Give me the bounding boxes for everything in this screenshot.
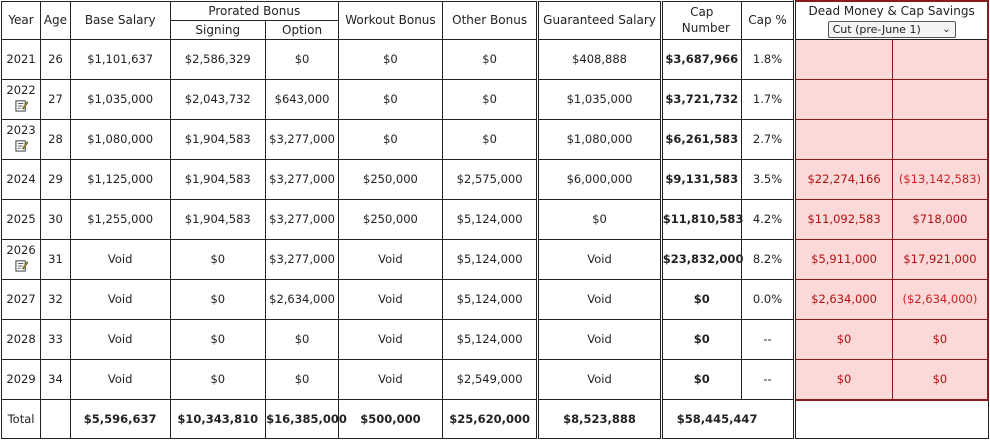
header-prorated-bonus: Prorated Bonus (170, 1, 339, 20)
cap-number-cell: $0 (661, 319, 741, 359)
signing-cell: $0 (170, 239, 266, 279)
workout-bonus-cell: $0 (339, 39, 443, 79)
signing-cell: $1,904,583 (170, 159, 266, 199)
cap-savings-cell: ($13,142,583) (892, 159, 988, 199)
header-other-bonus: Other Bonus (442, 1, 538, 39)
other-bonus-cell: $2,575,000 (442, 159, 538, 199)
table-row (2, 79, 989, 119)
cap-number-cell: $0 (661, 359, 741, 400)
age-cell: 29 (41, 159, 71, 199)
base-salary-cell: $1,255,000 (70, 199, 170, 239)
cap-savings-cell: $718,000 (892, 199, 988, 239)
header-signing: Signing (170, 20, 266, 39)
dead-money-cell (795, 79, 893, 119)
year-cell: 2021 (2, 39, 41, 79)
option-cell: $2,634,000 (266, 279, 339, 319)
signing-cell: $1,904,583 (170, 119, 266, 159)
table-row (2, 319, 989, 359)
signing-cell: $0 (170, 279, 266, 319)
chevron-down-icon: ⌄ (942, 23, 951, 35)
guaranteed-salary-cell: Void (538, 319, 661, 359)
option-cell: $643,000 (266, 79, 339, 119)
note-icon[interactable] (15, 257, 28, 275)
workout-bonus-cell: $0 (339, 79, 443, 119)
base-salary-cell: $1,101,637 (70, 39, 170, 79)
workout-bonus-cell: Void (339, 319, 443, 359)
option-cell: $0 (266, 319, 339, 359)
cap-pct-cell: 4.2% (741, 199, 794, 239)
other-bonus-cell: $0 (442, 79, 538, 119)
cap-number-cell: $3,687,966 (661, 39, 741, 79)
workout-bonus-cell: $250,000 (339, 159, 443, 199)
total-workout-bonus: $500,000 (339, 400, 443, 439)
table-row (2, 199, 989, 239)
age-cell: 31 (41, 239, 71, 279)
option-cell: $3,277,000 (266, 239, 339, 279)
dead-money-cell (795, 119, 893, 159)
cap-savings-cell: ($2,634,000) (892, 279, 988, 319)
age-cell: 28 (41, 119, 71, 159)
cap-number-cell: $9,131,583 (661, 159, 741, 199)
dead-select-cell (795, 20, 988, 39)
header-year: Year (2, 1, 41, 39)
option-cell: $3,277,000 (266, 119, 339, 159)
dead-money-cell: $0 (795, 359, 893, 400)
other-bonus-cell: $5,124,000 (442, 239, 538, 279)
signing-cell: $0 (170, 359, 266, 400)
year-cell: 2024 (2, 159, 41, 199)
signing-cell: $2,586,329 (170, 39, 266, 79)
dead-money-cell: $11,092,583 (795, 199, 893, 239)
dead-money-scenario-select[interactable] (828, 21, 956, 38)
cap-number-cell: $6,261,583 (661, 119, 741, 159)
table-row (2, 359, 989, 400)
year-cell: 2028 (2, 319, 41, 359)
other-bonus-cell: $5,124,000 (442, 279, 538, 319)
age-cell: 27 (41, 79, 71, 119)
header-workout-bonus: Workout Bonus (339, 1, 443, 39)
guaranteed-salary-cell: $408,888 (538, 39, 661, 79)
header-base-salary: Base Salary (70, 1, 170, 39)
dead-money-cell: $0 (795, 319, 893, 359)
table-row (2, 39, 989, 79)
year-cell: 2027 (2, 279, 41, 319)
base-salary-cell: $1,080,000 (70, 119, 170, 159)
option-cell: $3,277,000 (266, 199, 339, 239)
cap-pct-cell: 1.8% (741, 39, 794, 79)
other-bonus-cell: $5,124,000 (442, 319, 538, 359)
header-age: Age (41, 1, 71, 39)
cap-pct-cell: -- (741, 359, 794, 400)
total-dead-empty (795, 400, 988, 439)
cap-pct-cell: 0.0% (741, 279, 794, 319)
dead-money-scenario-value: Cut (pre-June 1) (832, 22, 921, 36)
cap-savings-cell (892, 119, 988, 159)
dead-money-cell (795, 39, 893, 79)
contract-rows (2, 39, 989, 438)
header-option: Option (266, 20, 339, 39)
guaranteed-salary-cell: Void (538, 239, 661, 279)
dead-money-cell: $2,634,000 (795, 279, 893, 319)
age-cell: 33 (41, 319, 71, 359)
dead-money-title: Dead Money & Cap Savings (808, 3, 975, 18)
year-label: 2026 (6, 243, 36, 257)
cap-pct-cell: 8.2% (741, 239, 794, 279)
workout-bonus-cell: Void (339, 359, 443, 400)
cap-number-cell: $0 (661, 279, 741, 319)
other-bonus-cell: $5,124,000 (442, 199, 538, 239)
total-signing: $10,343,810 (170, 400, 266, 439)
note-icon[interactable] (15, 137, 28, 155)
workout-bonus-cell: Void (339, 279, 443, 319)
cap-savings-cell: $17,921,000 (892, 239, 988, 279)
total-cap-number: $58,445,447 (661, 400, 795, 439)
guaranteed-salary-cell: $1,035,000 (538, 79, 661, 119)
year-cell: 2029 (2, 359, 41, 400)
table-row (2, 279, 989, 319)
signing-cell: $0 (170, 319, 266, 359)
cap-number-cell: $11,810,583 (661, 199, 741, 239)
year-cell (2, 79, 41, 119)
workout-bonus-cell: $0 (339, 119, 443, 159)
header-cap-number: Cap Number (661, 1, 741, 39)
age-cell: 30 (41, 199, 71, 239)
table-row (2, 159, 989, 199)
dead-money-cell: $22,274,166 (795, 159, 893, 199)
base-salary-cell: $1,035,000 (70, 79, 170, 119)
dead-money-cell: $5,911,000 (795, 239, 893, 279)
header-guaranteed-salary: Guaranteed Salary (538, 1, 661, 39)
base-salary-cell: Void (70, 319, 170, 359)
workout-bonus-cell: Void (339, 239, 443, 279)
option-cell: $0 (266, 359, 339, 400)
total-row (2, 400, 989, 439)
cap-savings-cell (892, 39, 988, 79)
total-other-bonus: $25,620,000 (442, 400, 538, 439)
cap-pct-cell: 3.5% (741, 159, 794, 199)
option-cell: $3,277,000 (266, 159, 339, 199)
cap-savings-cell (892, 79, 988, 119)
base-salary-cell: $1,125,000 (70, 159, 170, 199)
guaranteed-salary-cell: $1,080,000 (538, 119, 661, 159)
total-age-empty (41, 400, 71, 439)
note-icon[interactable] (15, 97, 28, 115)
cap-pct-cell: -- (741, 319, 794, 359)
cap-savings-cell: $0 (892, 359, 988, 400)
guaranteed-salary-cell: $0 (538, 199, 661, 239)
contract-table (1, 0, 989, 439)
cap-pct-cell: 1.7% (741, 79, 794, 119)
header-cap-pct: Cap % (741, 1, 794, 39)
year-label: 2022 (6, 83, 36, 97)
year-cell: 2025 (2, 199, 41, 239)
cap-number-cell: $3,721,732 (661, 79, 741, 119)
table-row (2, 239, 989, 279)
age-cell: 26 (41, 39, 71, 79)
table-row (2, 119, 989, 159)
cap-savings-cell: $0 (892, 319, 988, 359)
total-guaranteed-salary: $8,523,888 (538, 400, 661, 439)
other-bonus-cell: $2,549,000 (442, 359, 538, 400)
year-cell (2, 239, 41, 279)
age-cell: 32 (41, 279, 71, 319)
total-option: $16,385,000 (266, 400, 339, 439)
signing-cell: $1,904,583 (170, 199, 266, 239)
base-salary-cell: Void (70, 279, 170, 319)
workout-bonus-cell: $250,000 (339, 199, 443, 239)
total-label: Total (2, 400, 41, 439)
base-salary-cell: Void (70, 359, 170, 400)
age-cell: 34 (41, 359, 71, 400)
guaranteed-salary-cell: Void (538, 359, 661, 400)
year-cell (2, 119, 41, 159)
guaranteed-salary-cell: $6,000,000 (538, 159, 661, 199)
option-cell: $0 (266, 39, 339, 79)
cap-number-cell: $23,832,000 (661, 239, 741, 279)
total-base-salary: $5,596,637 (70, 400, 170, 439)
base-salary-cell: Void (70, 239, 170, 279)
cap-pct-cell: 2.7% (741, 119, 794, 159)
other-bonus-cell: $0 (442, 39, 538, 79)
guaranteed-salary-cell: Void (538, 279, 661, 319)
year-label: 2023 (6, 123, 36, 137)
signing-cell: $2,043,732 (170, 79, 266, 119)
header-dead-money (795, 1, 988, 20)
other-bonus-cell: $0 (442, 119, 538, 159)
